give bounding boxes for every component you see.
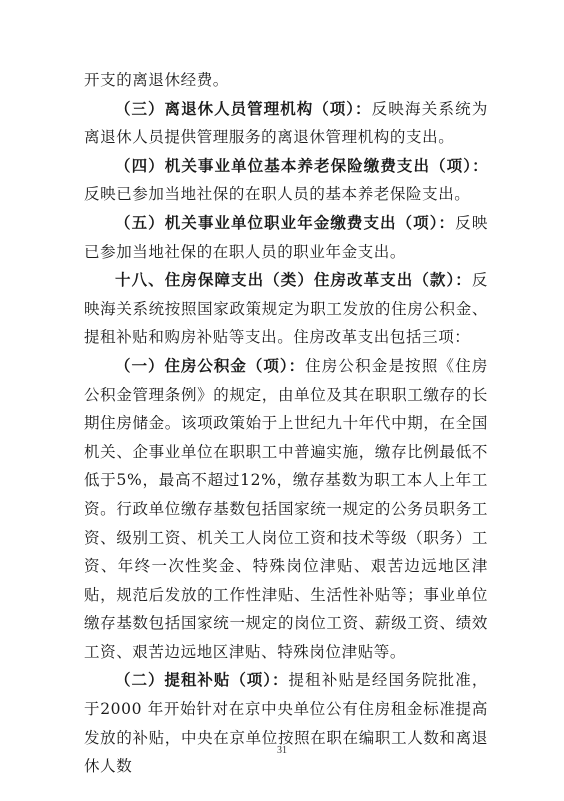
- paragraph-1: [84, 66, 488, 95]
- document-body: [84, 66, 488, 781]
- paragraph-3-body: 反映已参加当地社保的在职人员的基本养老保险支出。: [84, 185, 471, 204]
- paragraph-5: [84, 266, 488, 352]
- paragraph-3-heading: （四）机关事业单位基本养老保险缴费支出（项）：: [115, 156, 488, 175]
- paragraph-2-heading: （三）离退休人员管理机构（项）：: [115, 99, 372, 118]
- paragraph-4-body: 反映已参加当地社保的在职人员的职业年金支出。: [84, 213, 489, 261]
- paragraph-7-heading: （二）提租补贴（项）：: [115, 671, 289, 690]
- page-number: 31: [277, 745, 287, 756]
- paragraph-6-heading: （一）住房公积金（项）：: [115, 356, 306, 375]
- paragraph-4: [84, 209, 488, 266]
- paragraph-3: [84, 152, 488, 209]
- paragraph-7-body: 提租补贴是经国务院批准，于2000 年开始针对在京中央单位公有住房租金标准提高发放的补贴，中央在京单位按照在职在编职工人数和离退休人数: [84, 671, 489, 776]
- paragraph-7: [84, 666, 488, 780]
- paragraph-5-heading: 十八、住房保障支出（类）住房改革支出（款）：: [115, 271, 472, 290]
- paragraph-2-body: 反映海关系统为离退休人员提供管理服务的离退休管理机构的支出。: [84, 99, 488, 147]
- paragraph-5-body: 反映海关系统按照国家政策规定为职工发放的住房公积金、提租补贴和购房补贴等支出。住房改革支出包括三项：: [84, 271, 488, 347]
- paragraph-6: [84, 352, 488, 667]
- paragraph-1-body: 开支的离退休经费。: [84, 71, 229, 89]
- paragraph-4-heading: （五）机关事业单位职业年金缴费支出（项）：: [115, 213, 456, 232]
- paragraph-2: [84, 95, 488, 152]
- paragraph-6-body: 住房公积金是按照《住房公积金管理条例》的规定，由单位及其在职职工缴存的长期住房储金。该项政策始于上世纪九十年代中期，在全国机关、企事业单位在职职工中普遍实施，缴存比例最低不低于5%，最高不超过12%，缴存基数为职工本人上年工资。行政单位缴存基数包括国家统一规定的公务员职务工资、级别工资、机关工人岗位工资和技术等级（职务）工资、年终一次性奖金、特殊岗位津贴、艰苦边远地区津贴，规范后发放的工作性津贴、生活性补贴等；事业单位缴存基数包括国家统一规定的岗位工资、薪级工资、绩效工资、艰苦边远地区津贴、特殊岗位津贴等。: [84, 356, 488, 661]
